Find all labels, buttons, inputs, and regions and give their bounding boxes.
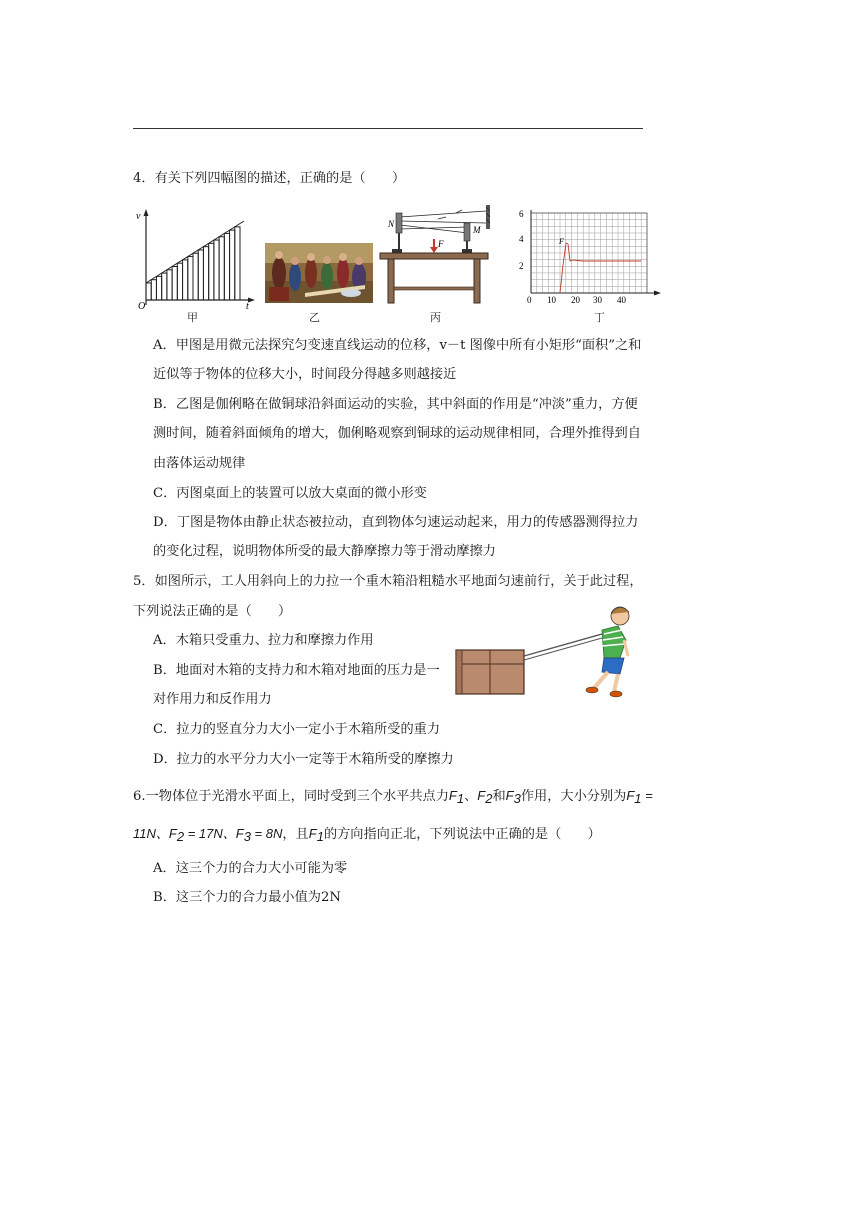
ding-y-tick-4: 4 bbox=[519, 234, 524, 244]
q6-f1c-symbol: F bbox=[308, 826, 317, 841]
ding-x-tick-0: 0 bbox=[527, 295, 532, 305]
figure-ding-force-graph bbox=[513, 205, 661, 305]
bing-m-label: M bbox=[473, 225, 481, 235]
q6-stem1-text-b: 作用，大小分别为 bbox=[520, 789, 627, 804]
figure-yi-painting bbox=[265, 243, 373, 303]
q4-option-c: C．丙图桌面上的装置可以放大桌面的微小形变 bbox=[153, 486, 427, 501]
q6-f3b-symbol: F bbox=[235, 826, 244, 841]
caption-jia: 甲 bbox=[187, 311, 198, 324]
q6-f1c-subscript: 1 bbox=[316, 829, 324, 844]
figure-bing-table-apparatus bbox=[378, 205, 493, 305]
jia-micro-bar bbox=[188, 257, 193, 300]
caption-bing: 丙 bbox=[430, 311, 441, 324]
q6-f2b-symbol: F bbox=[168, 826, 177, 841]
jia-micro-bar bbox=[214, 240, 219, 300]
q5-option-b-line1: B．地面对木箱的支持力和木箱对地面的压力是一 bbox=[153, 663, 440, 678]
q4-option-b-line3: 由落体运动规律 bbox=[153, 456, 246, 471]
q4-option-d-line2: 的变化过程，说明物体所受的最大静摩擦力等于滑动摩擦力 bbox=[153, 544, 496, 559]
ding-x-tick-20: 20 bbox=[571, 295, 580, 305]
jia-micro-bar bbox=[162, 273, 167, 300]
ding-x-tick-30: 30 bbox=[593, 295, 602, 305]
bing-f-label: F bbox=[438, 239, 444, 249]
jia-micro-bar bbox=[151, 280, 156, 300]
q6-f3-value: = 8N bbox=[250, 826, 283, 841]
jia-micro-bar bbox=[198, 250, 203, 300]
q6-equals: = bbox=[641, 788, 653, 803]
ding-y-tick-6: 6 bbox=[519, 209, 524, 219]
q4-option-a-line1: A．甲图是用微元法探究匀变速直线运动的位移，v－t 图像中所有小矩形“面积”之和 bbox=[153, 338, 642, 353]
q5-option-d: D．拉力的水平分力大小一定等于木箱所受的摩擦力 bbox=[153, 752, 454, 767]
caption-ding: 丁 bbox=[594, 311, 605, 324]
jia-t-label: t bbox=[246, 301, 249, 310]
q6-f3-subscript: 3 bbox=[513, 791, 521, 806]
jia-micro-bar bbox=[219, 237, 224, 300]
q5-stem-line1: 5．如图所示，工人用斜向上的力拉一个重木箱沿粗糙水平地面匀速前行，关于此过程， bbox=[133, 574, 643, 589]
jia-micro-bar bbox=[224, 233, 229, 300]
jia-origin-label: O bbox=[138, 301, 146, 310]
q4-option-a-line2: 近似等于物体的位移大小，时间段分得越多则越接近 bbox=[153, 367, 457, 382]
q6-f2-value: = 17N、 bbox=[184, 826, 236, 841]
q5-option-c: C．拉力的竖直分力大小一定小于木箱所受的重力 bbox=[153, 722, 441, 737]
ding-x-tick-40: 40 bbox=[617, 295, 626, 305]
bing-n-label: N bbox=[388, 219, 395, 229]
q6-and: 和 bbox=[492, 789, 506, 804]
ding-f-label: F bbox=[559, 237, 564, 246]
jia-micro-bar bbox=[167, 270, 172, 300]
ding-y-tick-2: 2 bbox=[519, 261, 524, 271]
q5-option-b-line2: 对作用力和反作用力 bbox=[153, 692, 272, 707]
q4-option-d-line1: D．丁图是物体由静止状态被拉动，直到物体匀速运动起来，用力的传感器测得拉力 bbox=[153, 515, 639, 530]
jia-micro-bar bbox=[209, 243, 214, 300]
q6-stem2-text-c: 的方向指向正北，下列说法中正确的是（ ） bbox=[323, 827, 601, 842]
figure-jia-vt-graph bbox=[136, 205, 256, 310]
q6-option-a: A．这三个力的合力大小可能为零 bbox=[153, 861, 348, 876]
q5-stem-line2: 下列说法正确的是（ ） bbox=[133, 604, 292, 619]
q6-option-b: B．这三个力的合力最小值为2N bbox=[153, 890, 341, 905]
q4-stem: 4．有关下列四幅图的描述，正确的是（ ） bbox=[133, 171, 406, 186]
ding-x-tick-10: 10 bbox=[547, 295, 556, 305]
q6-stem1-text-a: 6.一物体位于光滑水平面上，同时受到三个水平共点力 bbox=[133, 789, 449, 804]
q6-f1-subscript: 1 bbox=[456, 791, 465, 806]
jia-micro-bar bbox=[235, 227, 240, 300]
q4-option-b-line1: B．乙图是伽俐略在做铜球沿斜面运动的实验，其中斜面的作用是“冲淡”重力，方便 bbox=[153, 397, 638, 412]
header-rule bbox=[133, 128, 643, 129]
jia-micro-bar bbox=[183, 260, 188, 300]
caption-yi: 乙 bbox=[309, 311, 320, 324]
q6-stem-line2 bbox=[133, 825, 601, 846]
jia-v-label: v bbox=[136, 211, 141, 222]
q6-f2-subscript: 2 bbox=[485, 791, 493, 806]
q6-stem-line1 bbox=[133, 787, 653, 808]
jia-micro-bar bbox=[177, 263, 182, 300]
q6-separator: 、 bbox=[464, 789, 478, 804]
figure-worker-pulling-box bbox=[452, 604, 640, 700]
jia-micro-bar bbox=[146, 283, 151, 300]
q5-option-a: A．木箱只受重力、拉力和摩擦力作用 bbox=[153, 633, 374, 648]
jia-micro-bar bbox=[156, 276, 161, 300]
jia-micro-bar bbox=[230, 230, 235, 300]
q6-f2b-subscript: 2 bbox=[176, 829, 185, 844]
q6-f1b-symbol: F bbox=[626, 788, 635, 803]
q6-f1-symbol: F bbox=[448, 788, 457, 803]
jia-micro-bar bbox=[193, 253, 198, 300]
q4-option-b-line2: 测时间，随着斜面倾角的增大，伽俐略观察到铜球的运动规律相同，合理外推得到自 bbox=[153, 426, 641, 441]
jia-micro-bar bbox=[172, 266, 177, 300]
q6-f3-symbol: F bbox=[505, 788, 514, 803]
q6-f1-value: 11N、 bbox=[133, 826, 169, 841]
q6-f1b-subscript: 1 bbox=[634, 791, 642, 806]
q6-f3b-subscript: 3 bbox=[243, 829, 251, 844]
q6-f2-symbol: F bbox=[477, 788, 486, 803]
q6-stem2-text-b: ，且 bbox=[282, 827, 309, 842]
jia-micro-bar bbox=[203, 247, 208, 300]
